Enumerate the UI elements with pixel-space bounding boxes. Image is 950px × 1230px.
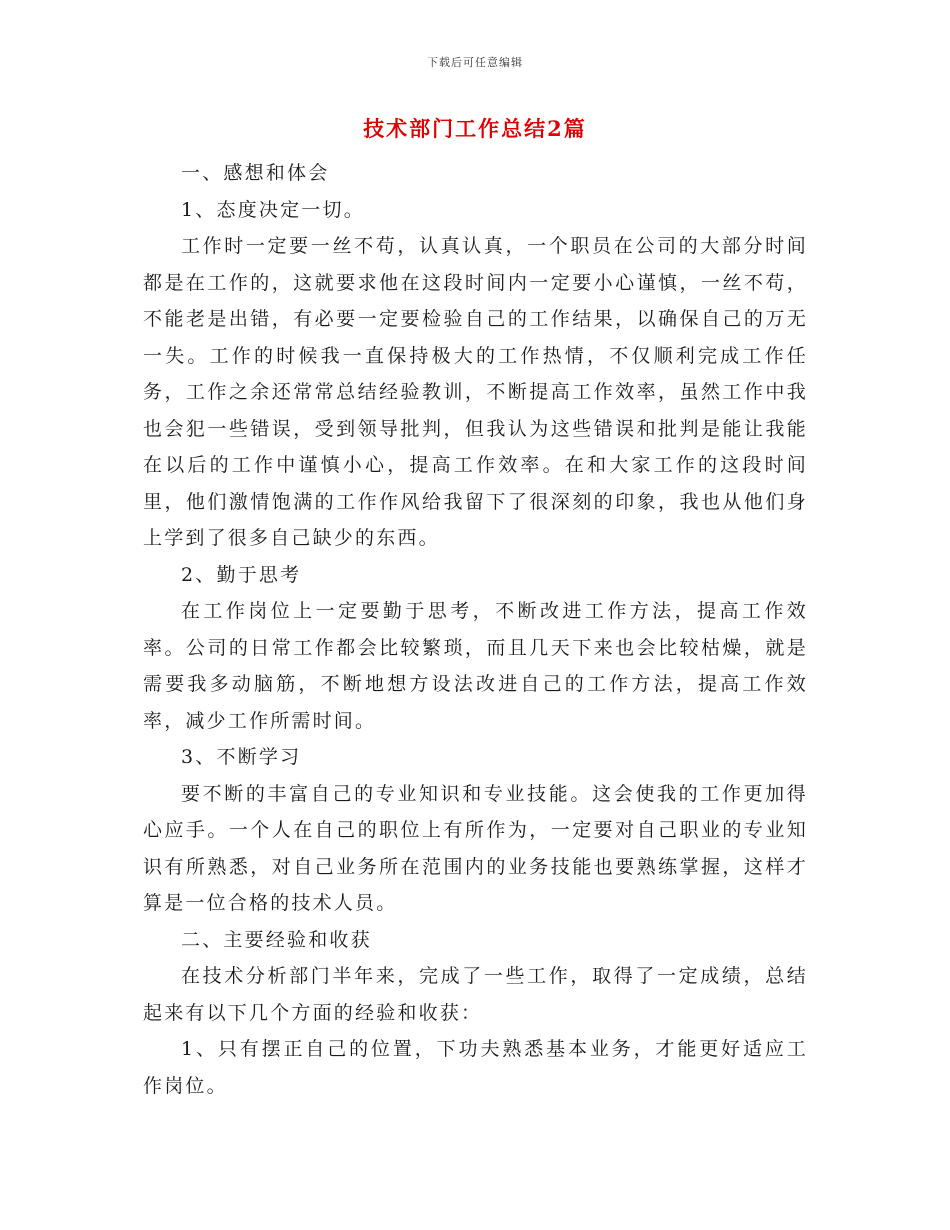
header-note: 下载后可任意编辑 (427, 56, 523, 69)
subheading-learning: 3、不断学习 (181, 746, 302, 768)
document-title: 技术部门工作总结2篇 (363, 116, 587, 141)
section-heading-2: 二、主要经验和收获 (181, 928, 372, 951)
subheading-attitude: 1、态度决定一切。 (181, 198, 365, 221)
paragraph-thinking: 在工作岗位上一定要勤于思考，不断改进工作方法，提高工作效率。公司的日常工作都会比较繁琐，而且几天下来也会比较枯燥，就是需要我多动脑筋，不断地想方设法改进自己的工作方法，提高工作效率，减少工作所需时间。 (143, 600, 808, 732)
section-heading-1: 一、感想和体会 (181, 162, 330, 184)
paragraph-experience-intro: 在技术分析部门半年来，完成了一些工作，取得了一定成绩，总结起来有以下几个方面的经验和收获： (143, 965, 808, 1024)
paragraph-learning: 要不断的丰富自己的专业知识和专业技能。这会使我的工作更加得心应手。一个人在自己的职位上有所作为，一定要对自己职业的专业知识有所熟悉，对自己业务所在范围内的业务技能也要熟练掌握，这样才算是一位合格的技术人员。 (143, 782, 808, 914)
paragraph-experience-1: 1、只有摆正自己的位置，下功夫熟悉基本业务，才能更好适应工作岗位。 (143, 1038, 808, 1097)
document-body (143, 155, 808, 1104)
paragraph-attitude: 工作时一定要一丝不苟，认真认真，一个职员在公司的大部分时间都是在工作的，这就要求他在这段时间内一定要小心谨慎，一丝不苟，不能老是出错，有必要一定要检验自己的工作结果，以确保自己的万无一失。工作的时候我一直保持极大的工作热情，不仅顺利完成工作任务，工作之余还常常总结经验教训，不断提高工作效率，虽然工作中我也会犯一些错误，受到领导批判，但我认为这些错误和批判是能让我能在以后的工作中谨慎小心，提高工作效率。在和大家工作的这段时间里，他们激情饱满的工作作风给我留下了很深刻的印象，我也从他们身上学到了很多自己缺少的东西。 (143, 235, 808, 549)
subheading-thinking: 2、勤于思考 (181, 563, 302, 586)
